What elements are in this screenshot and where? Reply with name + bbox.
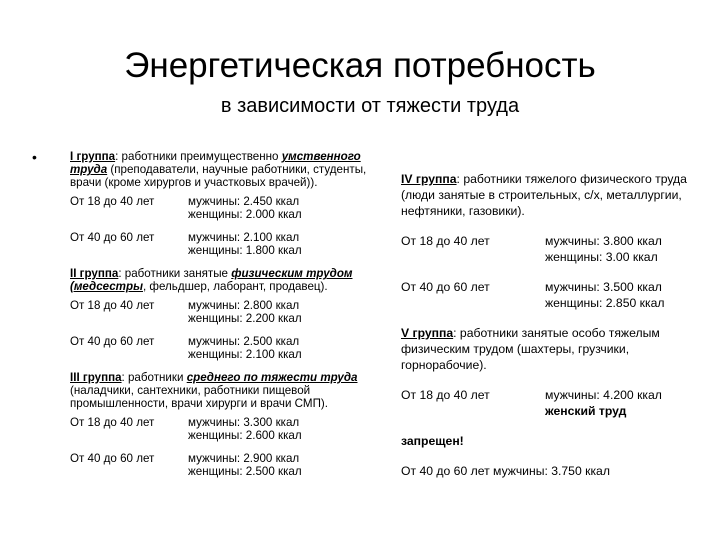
group-2-description: II группа: работники занятые физическим трудом (медсестры, фельдшер, лаборант, продавец). (70, 267, 353, 293)
group-3-description: III группа: работники среднего по тяжести труда (наладчики, сантехники, работники пищевой промышленности, врачи хирурги и врачи СМП). (70, 371, 358, 410)
group-2-row-40-60: От 40 до 60 лет мужчины: 2.500 ккал женщины: 2.100 ккал (70, 335, 302, 361)
left-column (70, 150, 370, 488)
group-4-name: IV группа (401, 172, 457, 186)
bullet-icon: • (32, 149, 37, 165)
group-1-description: I группа: работники преимущественно умственного труда (преподаватели, научные работники, студенты, врачи (кроме хирургов и участковых врачей)). (70, 150, 367, 189)
right-column (401, 171, 701, 479)
slide-subtitle: в зависимости от тяжести труда (220, 95, 520, 117)
group-3-emphasis: среднего по тяжести труда (186, 371, 358, 384)
group-5-row-40-60: От 40 до 60 лет мужчины: 3.750 ккал (401, 464, 610, 478)
group-5-row-18-40: От 18 до 40 лет мужчины: 4.200 ккал женский труд (401, 388, 662, 418)
group-3-row-18-40: От 18 до 40 лет мужчины: 3.300 ккал женщины: 2.600 ккал (70, 416, 302, 442)
group-4-row-18-40: От 18 до 40 лет мужчины: 3.800 ккал женщины: 3.00 ккал (401, 234, 662, 264)
group-3-row-40-60: От 40 до 60 лет мужчины: 2.900 ккал женщины: 2.500 ккал (70, 452, 302, 478)
group-2-name: II группа (70, 267, 119, 280)
group-5-description: V группа: работники занятые особо тяжелым физическим трудом (шахтеры, грузчики, горнорабочие). (401, 326, 660, 372)
group-5-name: V группа (401, 326, 454, 340)
slide-title: Энергетическая потребность (124, 46, 596, 85)
group-1-row-18-40: От 18 до 40 лет мужчины: 2.450 ккал женщины: 2.000 ккал (70, 195, 302, 221)
group-1-row-40-60: От 40 до 60 лет мужчины: 2.100 ккал женщины: 1.800 ккал (70, 231, 302, 257)
group-3-name: III группа (70, 371, 122, 384)
group-1-name: I группа (70, 150, 116, 163)
group-5-forbidden: запрещен! (401, 434, 464, 448)
group-4-row-40-60: От 40 до 60 лет мужчины: 3.500 ккал женщины: 2.850 ккал (401, 280, 665, 310)
group-2-emphasis: физическим трудом (медсестры (70, 267, 353, 293)
group-2-row-18-40: От 18 до 40 лет мужчины: 2.800 ккал женщины: 2.200 ккал (70, 299, 302, 325)
group-4-description: IV группа: работники тяжелого физического труда (люди занятые в строительных, с/х, металлургии, нефтяники, газовики). (401, 172, 687, 218)
group-1-emphasis: умственного труда (70, 150, 361, 176)
